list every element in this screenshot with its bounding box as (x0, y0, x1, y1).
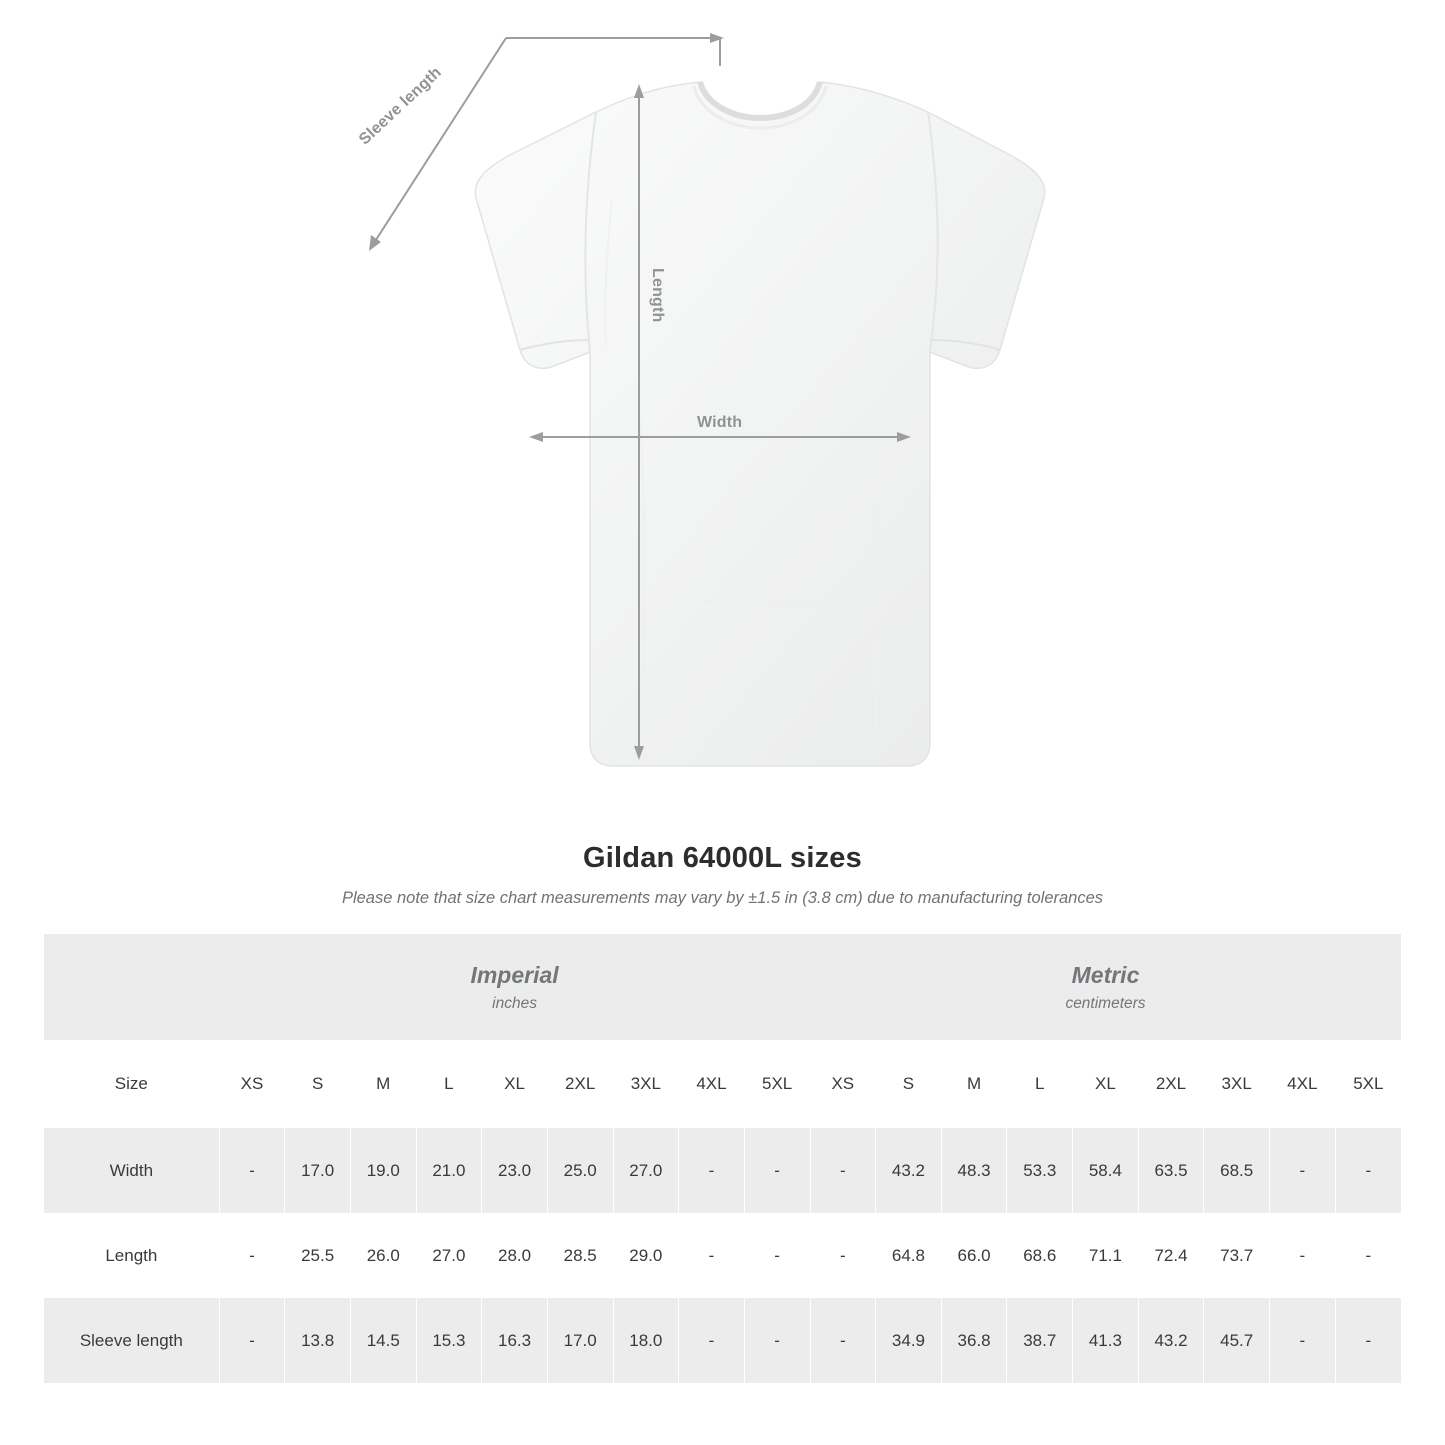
page-title: Gildan 64000L sizes (583, 842, 862, 874)
header-imperial-2xl: 2XL (547, 1040, 613, 1128)
sleeve-imperial-5xl: - (744, 1298, 810, 1383)
table-row (44, 1213, 1401, 1298)
shirt-body (475, 82, 1045, 766)
sleeve-metric-l: 38.7 (1007, 1298, 1073, 1383)
header-metric-s: S (876, 1040, 942, 1128)
length-imperial-xl: 28.0 (482, 1213, 548, 1298)
header-imperial-3xl: 3XL (613, 1040, 679, 1128)
sleeve-metric-5xl: - (1335, 1298, 1401, 1383)
length-metric-3xl: 73.7 (1204, 1213, 1270, 1298)
sleeve-imperial-xs: - (219, 1298, 285, 1383)
header-metric-xs: XS (810, 1040, 876, 1128)
length-imperial-xs: - (219, 1213, 285, 1298)
size-table (44, 934, 1401, 1383)
row-label-sleeve-length: Sleeve length (44, 1298, 219, 1383)
header-imperial-4xl: 4XL (679, 1040, 745, 1128)
width-imperial-4xl: - (679, 1128, 745, 1213)
unit-imperial-cell (219, 934, 810, 1040)
header-imperial-5xl: 5XL (744, 1040, 810, 1128)
width-metric-3xl: 68.5 (1204, 1128, 1270, 1213)
tolerance-note: Please note that size chart measurements may vary by ±1.5 in (3.8 cm) due to manufacturing tolerances (341, 889, 1104, 907)
width-metric-s: 43.2 (876, 1128, 942, 1213)
width-imperial-2xl: 25.0 (547, 1128, 613, 1213)
width-imperial-s: 17.0 (285, 1128, 351, 1213)
unit-metric-cell (810, 934, 1401, 1040)
width-label: Width (697, 414, 743, 431)
length-imperial-2xl: 28.5 (547, 1213, 613, 1298)
header-metric-l: L (1007, 1040, 1073, 1128)
sleeve-metric-s: 34.9 (876, 1298, 942, 1383)
header-metric-5xl: 5XL (1335, 1040, 1401, 1128)
width-metric-xs: - (810, 1128, 876, 1213)
header-imperial-xs: XS (219, 1040, 285, 1128)
header-imperial-l: L (416, 1040, 482, 1128)
width-imperial-5xl: - (744, 1128, 810, 1213)
length-metric-s: 64.8 (876, 1213, 942, 1298)
length-imperial-3xl: 29.0 (613, 1213, 679, 1298)
header-metric-2xl: 2XL (1138, 1040, 1204, 1128)
length-metric-xs: - (810, 1213, 876, 1298)
sleeve-imperial-m: 14.5 (350, 1298, 416, 1383)
header-imperial-m: M (350, 1040, 416, 1128)
width-metric-2xl: 63.5 (1138, 1128, 1204, 1213)
length-imperial-m: 26.0 (350, 1213, 416, 1298)
sleeve-imperial-xl: 16.3 (482, 1298, 548, 1383)
width-arrow-head-left (529, 432, 543, 442)
sleeve-imperial-3xl: 18.0 (613, 1298, 679, 1383)
unit-metric-sub: centimeters (1065, 994, 1146, 1012)
width-metric-xl: 58.4 (1073, 1128, 1139, 1213)
row-label-length: Length (44, 1213, 219, 1298)
sleeve-metric-m: 36.8 (941, 1298, 1007, 1383)
sleeve-imperial-l: 15.3 (416, 1298, 482, 1383)
sleeve-length-label: Sleeve length (356, 63, 445, 149)
unit-imperial-sub: inches (492, 994, 537, 1012)
width-imperial-xs: - (219, 1128, 285, 1213)
length-arrow-head-top (634, 84, 644, 98)
sleeve-arrow-head-top (710, 33, 724, 43)
table-row (44, 1128, 1401, 1213)
length-metric-xl: 71.1 (1073, 1213, 1139, 1298)
header-metric-4xl: 4XL (1269, 1040, 1335, 1128)
width-imperial-3xl: 27.0 (613, 1128, 679, 1213)
sleeve-metric-3xl: 45.7 (1204, 1298, 1270, 1383)
sleeve-metric-xs: - (810, 1298, 876, 1383)
length-metric-l: 68.6 (1007, 1213, 1073, 1298)
length-imperial-s: 25.5 (285, 1213, 351, 1298)
size-header-row (44, 1040, 1401, 1128)
header-metric-3xl: 3XL (1204, 1040, 1270, 1128)
header-metric-m: M (941, 1040, 1007, 1128)
width-imperial-xl: 23.0 (482, 1128, 548, 1213)
title-block (0, 842, 1445, 908)
header-imperial-xl: XL (482, 1040, 548, 1128)
size-header-label: Size (44, 1040, 219, 1128)
length-metric-5xl: - (1335, 1213, 1401, 1298)
length-imperial-5xl: - (744, 1213, 810, 1298)
width-imperial-l: 21.0 (416, 1128, 482, 1213)
sleeve-imperial-s: 13.8 (285, 1298, 351, 1383)
header-metric-xl: XL (1073, 1040, 1139, 1128)
length-imperial-4xl: - (679, 1213, 745, 1298)
sleeve-metric-2xl: 43.2 (1138, 1298, 1204, 1383)
width-metric-4xl: - (1269, 1128, 1335, 1213)
length-metric-4xl: - (1269, 1213, 1335, 1298)
length-imperial-l: 27.0 (416, 1213, 482, 1298)
size-table-wrapper (44, 934, 1401, 1383)
sleeve-metric-xl: 41.3 (1073, 1298, 1139, 1383)
unit-corner-cell (44, 934, 219, 1040)
header-imperial-s: S (285, 1040, 351, 1128)
sleeve-imperial-4xl: - (679, 1298, 745, 1383)
length-label: Length (649, 268, 666, 323)
unit-header-row (44, 934, 1401, 1040)
table-row (44, 1298, 1401, 1383)
width-imperial-m: 19.0 (350, 1128, 416, 1213)
length-metric-2xl: 72.4 (1138, 1213, 1204, 1298)
width-metric-5xl: - (1335, 1128, 1401, 1213)
row-label-width: Width (44, 1128, 219, 1213)
length-metric-m: 66.0 (941, 1213, 1007, 1298)
width-metric-l: 53.3 (1007, 1128, 1073, 1213)
sleeve-metric-4xl: - (1269, 1298, 1335, 1383)
unit-metric-title: Metric (1071, 962, 1140, 989)
width-metric-m: 48.3 (941, 1128, 1007, 1213)
sleeve-arrow-head-bottom (369, 235, 381, 251)
unit-imperial-title: Imperial (470, 962, 559, 989)
sleeve-imperial-2xl: 17.0 (547, 1298, 613, 1383)
